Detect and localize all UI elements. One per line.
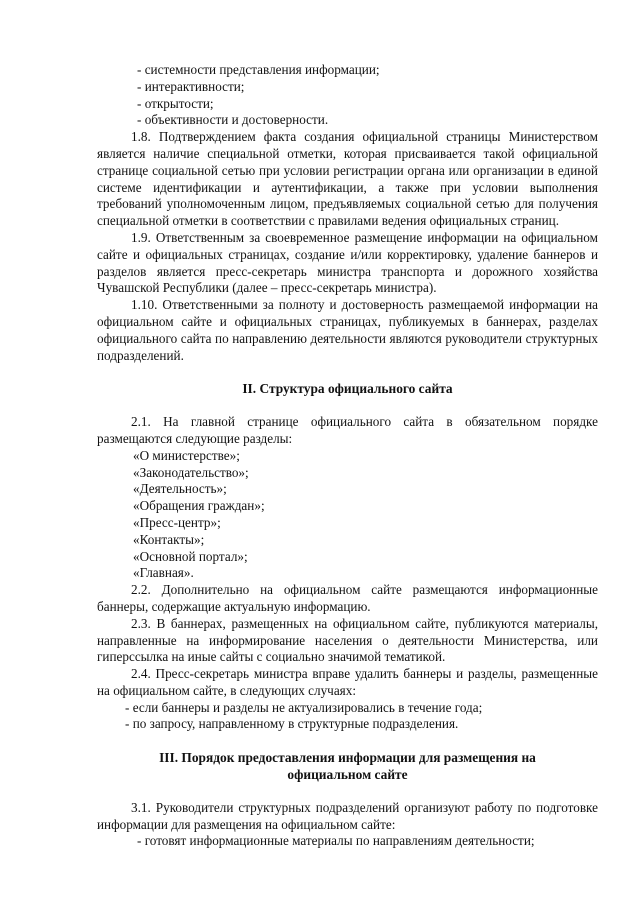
paragraph-2-1: 2.1. На главной странице официального сайта в обязательном порядке размещаются следующие разделы: <box>97 414 598 446</box>
list-item: - интерактивности; <box>137 78 245 94</box>
section-3-title-line2: официальном сайте <box>287 767 408 783</box>
paragraph-2-3: 2.3. В баннерах, размещенных на официальном сайте, публикуются материалы, направленные на информирование населения о деятельности Министерства, или гиперссылка на иные сайты с социально значимой тематикой. <box>97 615 598 665</box>
paragraph-2-2: 2.2. Дополнительно на официальном сайте размещаются информационные баннеры, содержащие актуальную информацию. <box>97 582 598 614</box>
list-item: «О министерстве»; <box>133 447 240 463</box>
list-item: «Законодательство»; <box>133 464 249 480</box>
paragraph-1-9: 1.9. Ответственным за своевременное размещение информации на официальном сайте и официальных страницах, создание и/или корректировку, удаление баннеров и разделов является пресс-секретарь министра транспорта и дорожного хозяйства Чувашской Республики (далее – пресс-секретарь министра). <box>97 229 598 296</box>
list-item: - если баннеры и разделы не актуализировались в течение года; <box>125 699 483 715</box>
list-item: «Контакты»; <box>133 531 205 547</box>
list-item: - системности представления информации; <box>137 62 380 77</box>
list-item: - по запросу, направленному в структурные подразделения. <box>125 716 459 732</box>
list-item: «Пресс-центр»; <box>133 514 221 530</box>
list-item: «Деятельность»; <box>133 481 227 497</box>
section-2-title: II. Структура официального сайта <box>242 381 453 397</box>
paragraph-1-8: 1.8. Подтверждением факта создания официальной страницы Министерством является наличие специальной отметки, которая присваивается такой официальной странице социальной сетью при условии регистрации органа или организации в единой системе идентификации и аутентификации, а также при условии выполнения требований уполномоченным лицом, предъявляемых социальной сетью для получения специальной отметки в соответствии с правилами ведения официальных страниц. <box>97 129 598 229</box>
list-item: «Главная». <box>133 565 194 581</box>
section-3-title-line1: III. Порядок предоставления информации для размещения на <box>159 750 536 766</box>
paragraph-3-1: 3.1. Руководители структурных подразделений организуют работу по подготовке информации для размещения на официальном сайте: <box>97 799 598 832</box>
section-3-title <box>97 750 598 784</box>
list-item: «Обращения граждан»; <box>133 498 265 514</box>
paragraph-2-4: 2.4. Пресс-секретарь министра вправе удалить баннеры и разделы, размещенные на официальном сайте, в следующих случаях: <box>97 666 598 698</box>
paragraph-1-10: 1.10. Ответственными за полноту и достоверность размещаемой информации на официальном сайте и официальных страницах, публикуемых в баннерах, разделах официального сайта по направлению деятельности являются руководители структурных подразделений. <box>97 297 598 363</box>
list-item: - открытости; <box>137 95 214 111</box>
sections-list <box>97 448 598 582</box>
list-item: - объективности и достоверности. <box>137 112 329 128</box>
list-item: «Основной портал»; <box>133 548 248 564</box>
list-item: - готовят информационные материалы по направлениям деятельности; <box>137 833 535 849</box>
